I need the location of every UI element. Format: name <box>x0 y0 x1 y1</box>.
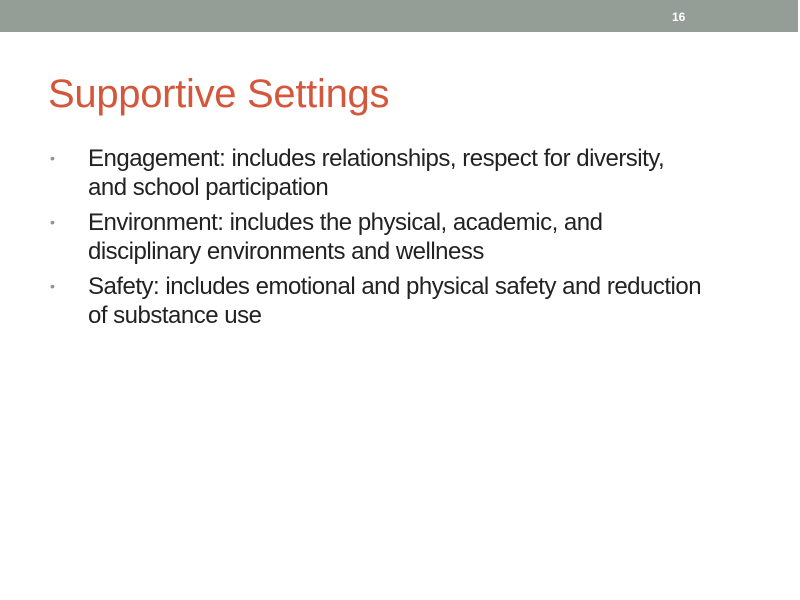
slide-title: Supportive Settings <box>48 72 390 116</box>
header-bar <box>0 0 798 32</box>
slide-number: 16 <box>672 10 686 24</box>
bullet-dot-icon: • <box>50 278 55 294</box>
bullet-dot-icon: • <box>50 214 55 230</box>
bullet-item-engagement <box>48 144 708 202</box>
bullet-item-environment <box>48 208 708 266</box>
bullet-text: Engagement: includes relationships, respect for diversity, and school participation <box>88 145 665 201</box>
bullet-item-safety <box>48 272 708 330</box>
bullet-text: Environment: includes the physical, academic, and disciplinary environments and wellness <box>88 209 603 265</box>
bullet-text: Safety: includes emotional and physical safety and reduction of substance use <box>88 273 702 329</box>
bullet-list <box>48 144 708 336</box>
bullet-dot-icon: • <box>50 150 55 166</box>
